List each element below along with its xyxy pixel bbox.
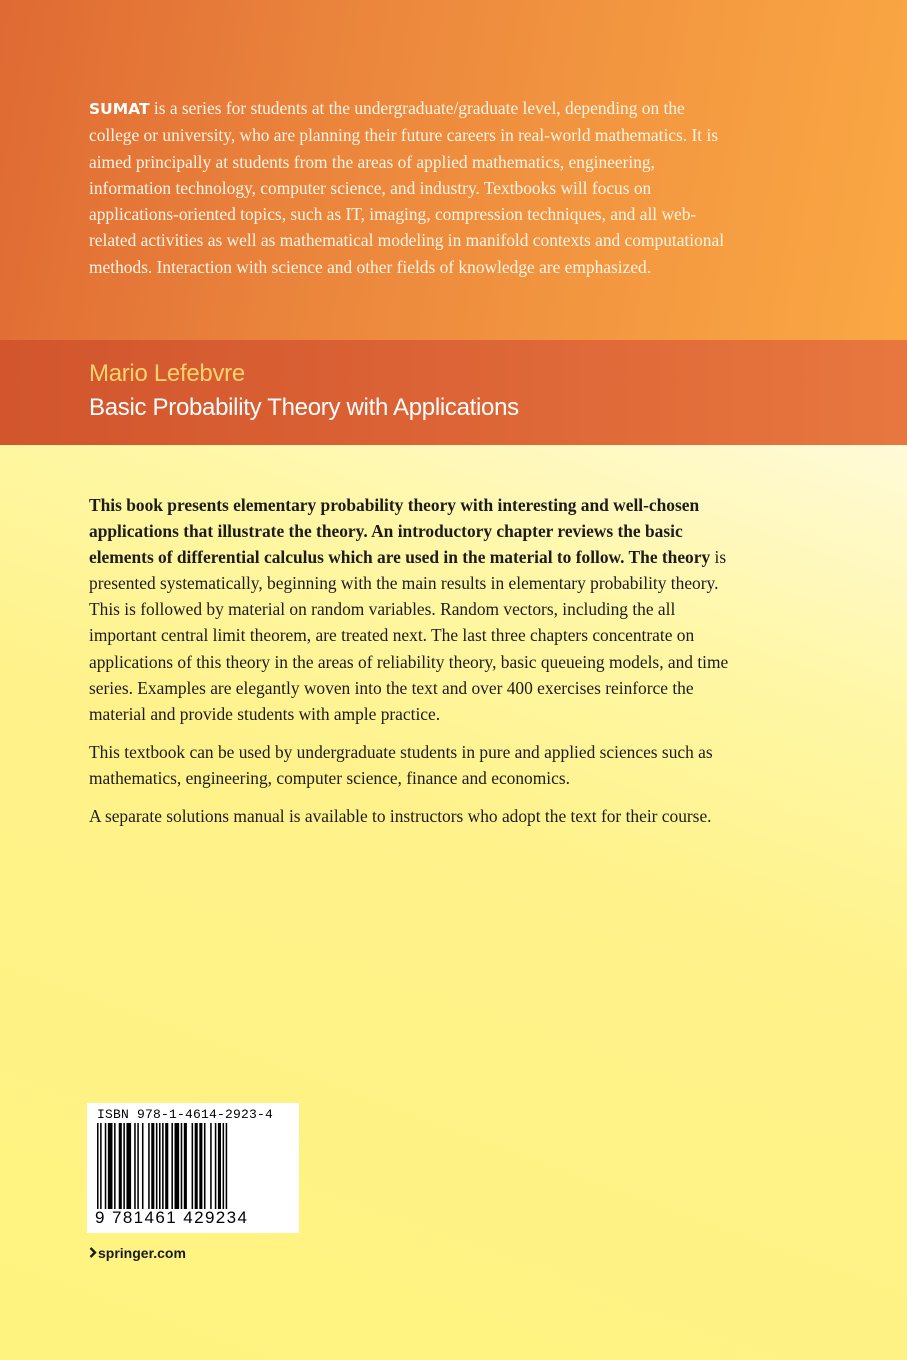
barcode-bar xyxy=(165,1123,168,1209)
barcode-bar xyxy=(184,1123,187,1209)
barcode-bar xyxy=(218,1123,221,1209)
barcode-bar xyxy=(151,1123,154,1209)
barcode-bar xyxy=(105,1123,107,1209)
barcode-bar xyxy=(119,1123,122,1209)
barcode-bars xyxy=(97,1123,289,1209)
barcode-bar xyxy=(171,1123,173,1209)
barcode-bar xyxy=(97,1123,99,1209)
description-bold-intro: This book presents elementary probability theory with interesting and well-chosen applications that illustrate the theory. An introductory chapter reviews the basic elements of differential calculus which are used in the material to follow. The theory xyxy=(89,495,711,568)
barcode-bar xyxy=(223,1123,225,1209)
barcode-bar xyxy=(134,1123,136,1209)
series-name: SUMAT xyxy=(89,100,150,118)
barcode-bar xyxy=(192,1123,194,1209)
book-title: Basic Probability Theory with Applications xyxy=(89,394,519,421)
isbn-barcode xyxy=(87,1103,299,1233)
barcode-bar xyxy=(175,1123,180,1209)
barcode-bar xyxy=(162,1123,164,1209)
barcode-bar xyxy=(210,1123,212,1209)
barcode-bar xyxy=(108,1123,113,1209)
series-blurb: is a series for students at the undergraduate/graduate level, depending on the college or university, who are planning their future careers in real-world mathematics. It is aimed principally at students from the areas of applied mathematics, engineering, information technology, computer science, and industry. Textbooks will focus on applications-oriented topics, such as IT, imaging, compression techniques, and all web-related activities as well as mathematical modeling in manifold contexts and computational methods. Interaction with science and other fields of knowledge are emphasized. xyxy=(89,98,725,277)
description-paragraph-1 xyxy=(89,492,729,727)
barcode-bar xyxy=(114,1123,116,1209)
description-paragraph-2: This textbook can be used by undergraduate students in pure and applied sciences such as mathematics, engineering, computer science, finance and economics. xyxy=(89,741,713,788)
barcode-bar xyxy=(126,1123,131,1209)
barcode-bar xyxy=(204,1123,206,1209)
series-description xyxy=(89,95,729,280)
chevron-right-icon xyxy=(89,1245,97,1261)
barcode-bar xyxy=(226,1123,228,1209)
publisher-link[interactable] xyxy=(89,1245,186,1261)
title-band xyxy=(0,340,907,445)
barcode-bar xyxy=(156,1123,158,1209)
barcode-bar xyxy=(142,1123,144,1209)
barcode-bar xyxy=(181,1123,183,1209)
barcode-bar xyxy=(148,1123,150,1209)
barcode-bar xyxy=(215,1123,217,1209)
barcode-bar xyxy=(137,1123,139,1209)
barcode-digits: 9 781461 429234 xyxy=(95,1208,249,1227)
description-paragraph-1-rest: is presented systematically, beginning with the main results in elementary probability theory. This is followed by material on random variables. Random vectors, including the all important central limit theorem, are treated next. The last three chapters concentrate on applications of this theory in the areas of reliability theory, basic queueing models, and time series. Examples are elegantly woven into the text and over 400 exercises reinforce the material and provide students with ample practice. xyxy=(89,547,729,724)
publisher-url: springer.com xyxy=(98,1245,186,1261)
barcode-bar xyxy=(159,1123,161,1209)
barcode-bar xyxy=(123,1123,125,1209)
isbn-label: ISBN 978-1-4614-2923-4 xyxy=(97,1107,274,1122)
barcode-bar xyxy=(199,1123,202,1209)
barcode-bar xyxy=(100,1123,102,1209)
book-description xyxy=(89,492,729,841)
description-paragraph-3: A separate solutions manual is available to instructors who adopt the text for their course. xyxy=(89,806,712,827)
book-author: Mario Lefebvre xyxy=(89,360,245,387)
barcode-bar xyxy=(195,1123,198,1209)
